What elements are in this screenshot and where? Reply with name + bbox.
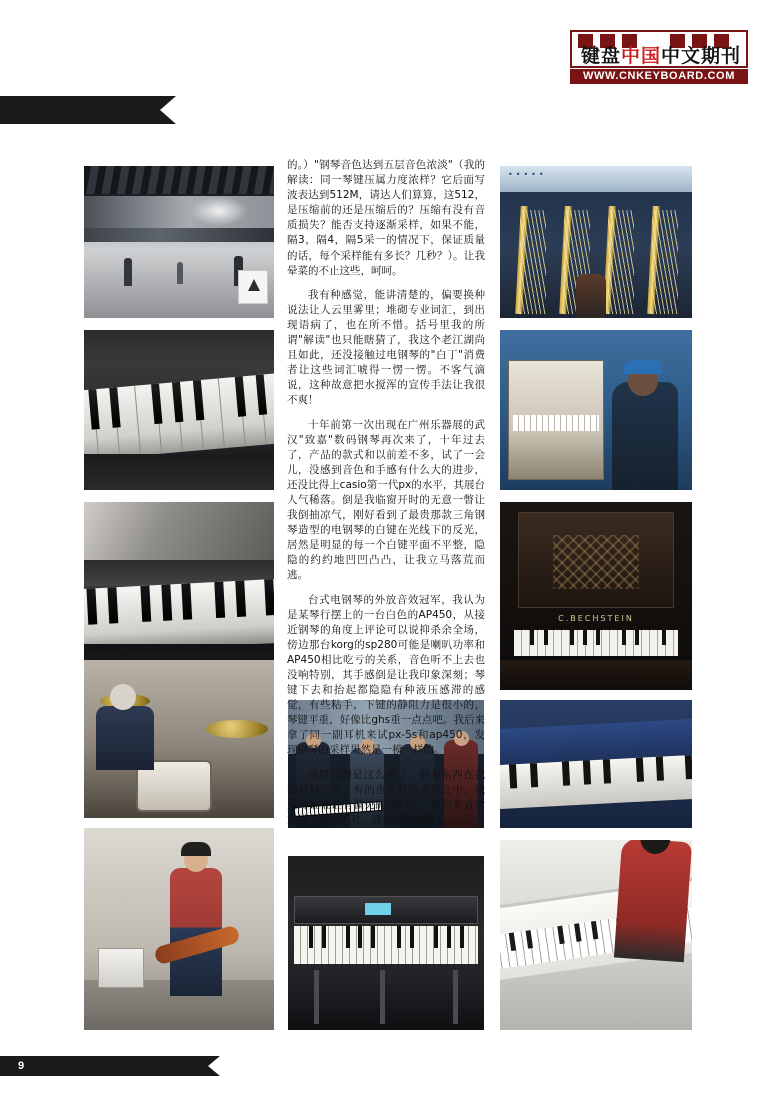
person-silhouette	[177, 262, 183, 284]
keyboard-keys	[500, 755, 692, 810]
visitor-silhouette	[576, 274, 606, 318]
person-playing	[612, 382, 678, 490]
footer-bar	[0, 1056, 208, 1076]
piano-cabinet	[518, 512, 674, 608]
piano-keys	[514, 630, 678, 656]
directional-sign-icon	[238, 270, 268, 304]
control-panel	[294, 896, 478, 924]
photo-piano-keys-closeup	[84, 330, 274, 490]
photo-ornate-dark-upright	[500, 502, 692, 690]
photo-guitarist	[84, 828, 274, 1030]
page-number: 9	[18, 1060, 25, 1072]
guitar-amplifier	[98, 948, 144, 988]
piano-brand-plate: C.BECHSTEIN	[558, 614, 634, 623]
person-playing	[614, 840, 692, 962]
cymbal	[206, 720, 268, 738]
article-paragraph: 台式电钢琴的外放音效冠军，我认为是某琴行摆上的一台白色的AP450，从接近钢琴的角度上评论可以说抑杀余全场，傍边那台korg的sp280可能是喇叭功率和AP450相比吃亏的关系，音色听不上去也没响特别，其手感倒是让我印象深刻；琴键下去和抬起都隐隐有种液压感滞的感觉，有些粘手，下键的静阻力是很小的，琴键平重，好像比ghs重一点点吧。我后来拿了同一副耳机来试px-5s和ap450，发现钢琴的采样果然是一模一样的。	[287, 593, 485, 757]
photo-blue-stage-piano	[500, 700, 692, 828]
photo-drummer	[84, 660, 274, 818]
photo-man-playing-upright	[500, 330, 692, 490]
logo-chinese-title	[572, 44, 750, 68]
keyboard-keys	[294, 926, 478, 964]
drummer-body	[96, 706, 154, 770]
article-paragraph: 值得写的是这么多了，很多东西在我的意料之外、有的也在我的意料之中。我是对谁谁谁有偏见的"毒舌"，我向来直话直说，说的不对，请各位斟酌雅正。	[287, 768, 485, 826]
article-body	[287, 158, 485, 837]
piano-keys	[513, 415, 599, 431]
terminal-mezzanine	[84, 228, 274, 242]
logo-frame	[570, 30, 748, 68]
keyboard-stand	[288, 970, 484, 1030]
logo-word-keyboard: 键盘	[580, 45, 621, 67]
article-paragraph: 我有种感觉，能讲清楚的，偏要换种说法让人云里雾里；堆砌专业词汇，到出现语病了，也在所不惜。括号里我的所谓"解读"也只能瞎猜了，我这个老江湖尚且如此，还没接触过电钢琴的"白丁"消费者让这些词汇唬得一愣一愣。不客气滴说，这种故意把水搅浑的宣传手法让我很不爽！	[287, 288, 485, 407]
footer-bar-arrow	[208, 1056, 220, 1076]
logo-word-journal: 中文期刊	[661, 45, 742, 67]
photo-stage-piano-on-stand	[288, 856, 484, 1030]
fretwork-panel	[553, 535, 639, 589]
white-keys-row	[84, 373, 274, 461]
terminal-ceiling	[84, 166, 274, 196]
section-banner	[0, 96, 160, 124]
harp-instrument	[646, 202, 680, 314]
booth-banner	[500, 166, 692, 192]
grand-piano-keys	[84, 579, 274, 654]
logo-word-china: 中国	[620, 45, 661, 67]
photo-hands-on-white-piano	[500, 840, 692, 1030]
section-title: 资讯	[46, 5, 81, 23]
person-silhouette	[124, 258, 132, 286]
photo-golden-harps	[500, 166, 692, 318]
piano-base	[500, 660, 692, 690]
panel-display-screen	[365, 903, 391, 915]
harp-instrument	[514, 202, 548, 314]
section-banner-arrow	[160, 96, 176, 124]
logo-website-url: WWW.CNKEYBOARD.COM	[570, 69, 748, 84]
drummer-head	[110, 684, 136, 710]
booth-banner-text: •••••	[508, 170, 547, 179]
article-paragraph: 的。）"钢琴音色达到五层音色浓淡"（我的解读：同一琴键压属力度浓样？它后面写波表达到512M，请达人们算算，这512，是压缩前的还是压缩后的？压缩有没有音质损失？能否支持逐渐采样，如果不能，隔3，隔4，隔5采一的情况下，保证质量的话，每个采样能有多长？几秒？）。让我晕菜的不止这些，呵呵。	[287, 159, 485, 277]
photo-airport-terminal	[84, 166, 274, 318]
piano-front-board	[84, 454, 274, 490]
harp-instrument	[602, 202, 636, 314]
window-glare	[190, 196, 248, 226]
masthead-logo	[570, 30, 748, 86]
article-paragraph: 十年前第一次出现在广州乐器展的武汉"致嘉"数码钢琴再次来了，十年过去了，产品的款式和以前差不多，试了一会儿，没感到音色和手感有什么大的进步，还没比得上casio第一代px的水平，其展台人气稀落。倒是我临窗开时的无意一瞥让我倒抽凉气，刚好看到了最贵那款三角钢琴造型的电钢琴的白键在光线下的反光，居然是明显的每一个白键平面不平整，隐隐的约约地凹凹凸凸，让我立马落荒而逃。	[287, 418, 485, 582]
upright-piano	[508, 360, 604, 480]
piano-lid	[84, 502, 274, 564]
